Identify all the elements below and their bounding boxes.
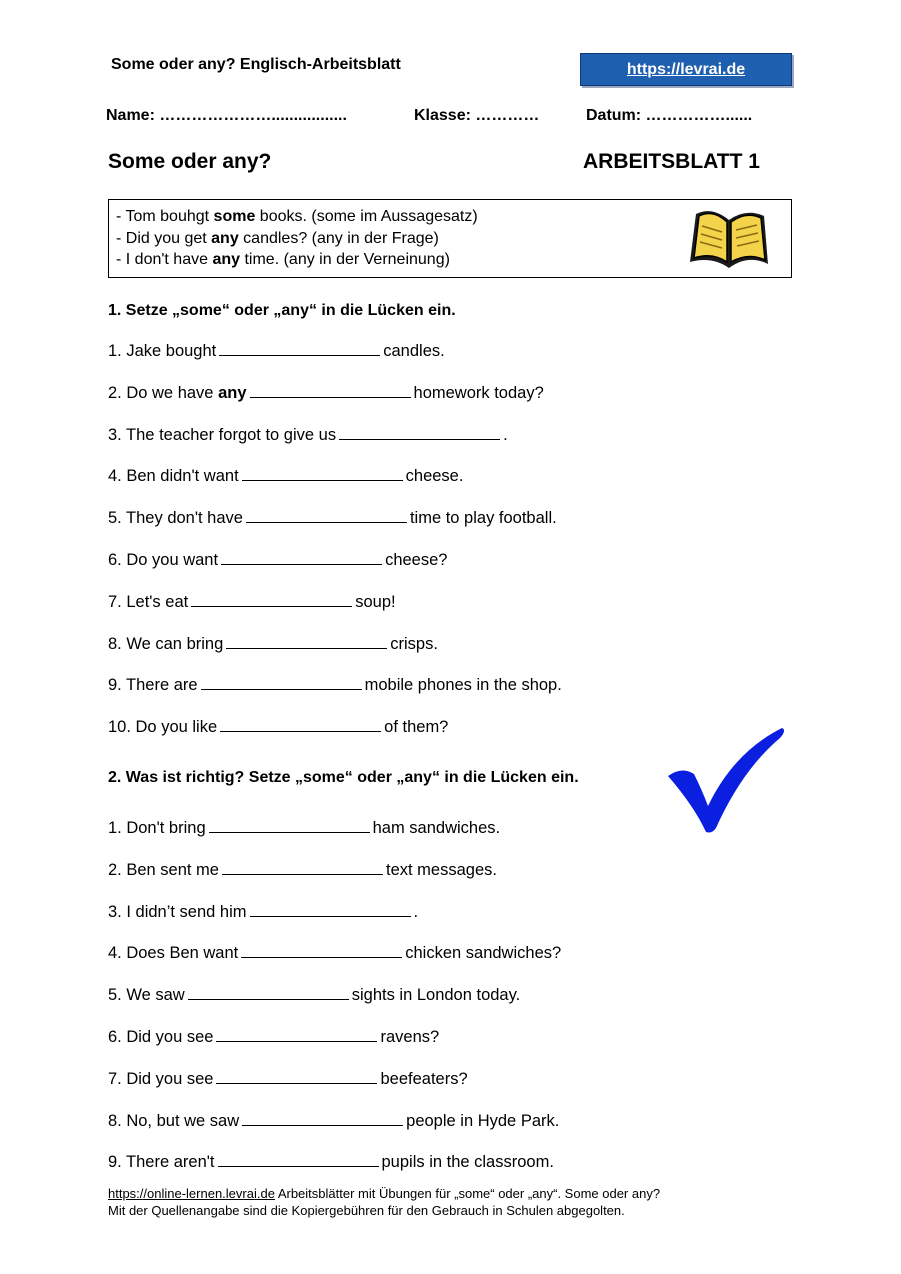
- rule-line: [116, 230, 439, 248]
- answer-blank[interactable]: [246, 509, 407, 523]
- item-text: 8. No, but we saw: [108, 1111, 240, 1130]
- exercise-item: [108, 819, 500, 838]
- exercise-item: [108, 593, 396, 612]
- worksheet-title: Some oder any? Englisch-Arbeitsblatt: [111, 56, 401, 73]
- answer-blank[interactable]: [201, 676, 362, 690]
- item-text: 8. We can bring: [108, 634, 224, 653]
- item-text: 2. Ben sent me: [108, 860, 219, 879]
- answer-blank[interactable]: [226, 635, 387, 649]
- answer-blank[interactable]: [241, 944, 402, 958]
- answer-blank[interactable]: [242, 1112, 403, 1126]
- item-text: 1. Don't bring: [108, 819, 206, 837]
- item-text: mobile phones in the shop.: [364, 676, 562, 695]
- exercise-item: [108, 718, 448, 737]
- rule-pre: - Did you get: [116, 230, 212, 247]
- item-text: 2. Do we have: [108, 383, 214, 402]
- item-text: text messages.: [385, 860, 497, 879]
- item-text: of them?: [384, 718, 449, 737]
- site-link[interactable]: https://levrai.de: [626, 60, 746, 78]
- item-text: crisps.: [390, 634, 438, 653]
- item-bold-word: any: [218, 383, 247, 402]
- exercise-item: [108, 1070, 468, 1089]
- item-text: ham sandwiches.: [372, 819, 501, 837]
- rule-line: [116, 208, 478, 226]
- item-text: chicken sandwiches?: [405, 944, 562, 963]
- rule-post: time. (any in der Verneinung): [240, 251, 450, 268]
- item-text: 10. Do you like: [108, 718, 218, 737]
- section1-title: 1. Setze „some“ oder „any“ in die Lücken ein.: [108, 302, 456, 319]
- answer-blank[interactable]: [188, 986, 349, 1000]
- name-field-label: Name: ………………….................: [106, 107, 347, 124]
- answer-blank[interactable]: [242, 467, 403, 481]
- datum-field-label: Datum: ……………......: [586, 107, 753, 124]
- answer-blank[interactable]: [209, 819, 370, 833]
- item-text: 6. Do you want: [108, 551, 219, 569]
- item-text: 5. They don't have: [108, 509, 243, 528]
- answer-blank[interactable]: [219, 342, 380, 356]
- item-text: beefeaters?: [380, 1069, 468, 1088]
- footer-line-2: Mit der Quellenangabe sind die Kopiergebühren für den Gebrauch in Schulen abgegolten.: [108, 1203, 625, 1218]
- item-text: 4. Ben didn't want: [108, 467, 239, 486]
- item-text: time to play football.: [409, 509, 557, 528]
- exercise-item: [108, 635, 438, 654]
- footer-line-1: [108, 1186, 660, 1201]
- answer-blank[interactable]: [191, 593, 352, 607]
- site-link-box[interactable]: [580, 53, 792, 86]
- rule-line: [116, 251, 450, 269]
- footer-line-1-text: Arbeitsblätter mit Übungen für „some“ oder „any“. Some oder any?: [274, 1186, 661, 1201]
- item-text: cheese?: [385, 551, 448, 569]
- item-text: 9. There aren't: [108, 1153, 215, 1172]
- item-text: 5. We saw: [108, 986, 185, 1005]
- item-text: .: [413, 902, 419, 921]
- klasse-field-label: Klasse: …………: [414, 107, 540, 124]
- item-text: 6. Did you see: [108, 1028, 214, 1046]
- item-text: ravens?: [380, 1028, 440, 1046]
- rule-bold: any: [211, 230, 239, 247]
- item-text: homework today?: [413, 383, 544, 402]
- sheet-number: ARBEITSBLATT 1: [583, 150, 760, 173]
- item-text: 1. Jake bought: [108, 342, 217, 360]
- item-text: 7. Let's eat: [108, 592, 189, 611]
- answer-blank[interactable]: [220, 718, 381, 732]
- answer-blank[interactable]: [216, 1070, 377, 1084]
- answer-blank[interactable]: [222, 861, 383, 875]
- answer-blank[interactable]: [221, 551, 382, 565]
- exercise-item: [108, 551, 447, 570]
- rule-bold: any: [212, 251, 241, 268]
- exercise-item: [108, 1112, 559, 1131]
- answer-blank[interactable]: [339, 426, 500, 440]
- rule-pre: - Tom bouhgt: [116, 208, 214, 225]
- item-text: soup!: [355, 592, 396, 611]
- exercise-item: [108, 509, 557, 528]
- item-text: 7. Did you see: [108, 1069, 214, 1088]
- answer-blank[interactable]: [218, 1153, 379, 1167]
- exercise-item: [108, 861, 497, 880]
- footer-link[interactable]: https://online-lernen.levrai.de: [108, 1186, 275, 1201]
- item-text: people in Hyde Park.: [406, 1111, 560, 1130]
- exercise-item: [108, 676, 562, 695]
- exercise-item: [108, 944, 561, 963]
- answer-blank[interactable]: [250, 384, 411, 398]
- item-text: 4. Does Ben want: [108, 944, 239, 963]
- rule-post: books. (some im Aussagesatz): [255, 208, 478, 225]
- page-heading: Some oder any?: [108, 150, 272, 173]
- answer-blank[interactable]: [250, 903, 411, 917]
- exercise-item: [108, 1153, 554, 1172]
- exercise-item: [108, 903, 418, 922]
- exercise-item: [108, 467, 463, 486]
- item-text: 9. There are: [108, 676, 198, 695]
- checkmark-icon: [664, 724, 788, 836]
- item-text: .: [503, 425, 508, 444]
- book-icon: [686, 202, 772, 272]
- section2-title: 2. Was ist richtig? Setze „some“ oder „any“ in die Lücken ein.: [108, 769, 579, 786]
- rule-pre: - I don't have: [116, 251, 213, 268]
- rule-post: candles? (any in der Frage): [238, 230, 439, 247]
- item-text: sights in London today.: [351, 986, 521, 1005]
- rule-bold: some: [213, 208, 256, 225]
- item-text: 3. I didn’t send him: [108, 902, 247, 921]
- exercise-item: [108, 342, 445, 361]
- exercise-item: [108, 1028, 439, 1047]
- item-text: cheese.: [405, 467, 464, 486]
- exercise-item: [108, 384, 544, 403]
- answer-blank[interactable]: [216, 1028, 377, 1042]
- exercise-item: [108, 986, 520, 1005]
- item-text: pupils in the classroom.: [381, 1153, 554, 1172]
- item-text: candles.: [383, 342, 445, 360]
- exercise-item: [108, 426, 508, 445]
- item-text: 3. The teacher forgot to give us: [108, 425, 337, 444]
